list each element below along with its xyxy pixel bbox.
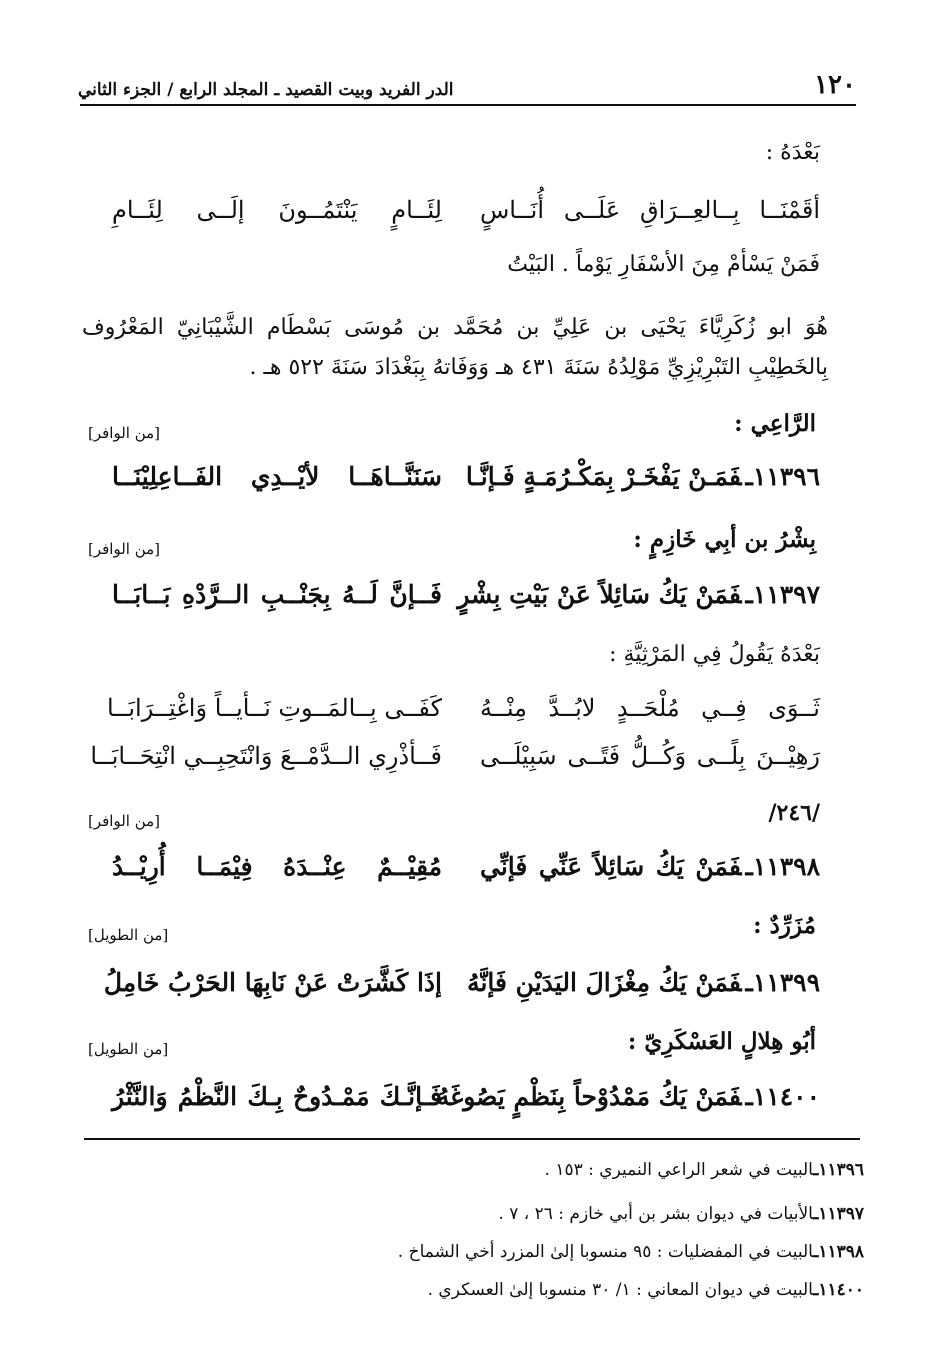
verse-second-hemistich: فَــإنَّ لَــهُ بِجَنْــبِ الــرَّدْهِ بَــابَــا xyxy=(112,580,442,609)
footnote xyxy=(428,1280,864,1300)
footnote-number: ١١٣٩٧ـ xyxy=(813,1204,864,1224)
verse-first-hemistich: أقَمْنَــا بِــالعِــرَاقِ عَلَــى أُنَــاسٍ xyxy=(480,196,820,224)
poet-name: مُزَرِّدٌ : xyxy=(753,912,816,939)
meter-label: [من الوافر] xyxy=(88,812,161,830)
numbered-verse xyxy=(112,1082,820,1126)
verse-first-hemistich xyxy=(480,852,820,881)
verse-second-hemistich: فَـإنَّـكَ مَمْـدُوحٌ بِـكَ النَّظْمُ وَالنَّثْرُ xyxy=(112,1082,442,1111)
poet-name: بِشْرُ بن أبِي خَازِمٍ : xyxy=(633,526,816,553)
intro-citation: فَمَنْ يَسْأمْ مِنَ الأسْفَارِ يَوْماً . البَيْتُ xyxy=(507,252,820,277)
verse-first-hemistich: رَهِيْــنَ بِلًــى وَكُــلُّ فَتًــى سَبِيْلَــى xyxy=(480,742,820,770)
hemistich-text: فَمَـنْ يَفْخَـرْ بِمَكْـرُمَـةٍ فَـإنَّـا xyxy=(465,462,742,491)
verse-second-hemistich: لِئَــامٍ يَنْتَمُــونَ إلَــى لِئَــامِ xyxy=(112,196,442,224)
verse-first-hemistich xyxy=(465,462,820,491)
verse-second-hemistich: إذَا كَشَّرَتْ عَنْ نَابِهَا الحَرْبُ خَامِلُ xyxy=(103,968,442,997)
hemistich-text: فَمَنْ يَكُ سَائِلاً عَنِّي فَإنِّي xyxy=(480,852,742,881)
verse-number: ١١٣٩٧ـ xyxy=(745,580,820,609)
verse-second-hemistich: مُقِيْــمٌ عِنْــدَهُ فِيْمَــا أُرِيْــدُ xyxy=(112,852,442,881)
hemistich-text: فَمَنْ يَكُ مِغْزَالَ اليَدَيْنِ فَإنَّهُ xyxy=(467,968,742,997)
footnote-text: البيت في شعر الراعي النميري : ١٥٣ . xyxy=(544,1160,814,1180)
page-number: ١٢٠ xyxy=(814,70,856,100)
footnote-number: ١١٣٩٦ـ xyxy=(813,1160,864,1180)
hemistich-text: فَمَنْ يَكُ سَائِلاً عَنْ بَيْتِ بِشْرٍ xyxy=(457,580,742,609)
running-title: الدر الفريد وبيت القصيد ـ المجلد الرابع / الجزء الثاني xyxy=(78,80,454,100)
biography-line: هُوَ ابو زُكَرِيَّاءَ يَحْيَى بن عَلِيِّ بن مُحَمَّد بن مُوسَى بَسْطَام الشَّيْبَانِيّ المَعْرُوف xyxy=(82,315,828,340)
numbered-verse xyxy=(112,580,820,624)
biography-paragraph xyxy=(82,308,828,388)
elegy-verse xyxy=(106,694,820,738)
verse-first-hemistich xyxy=(436,1082,820,1111)
verse-second-hemistich: كَفَــى بِــالمَــوتِ نَــأيــاً وَاغْتِــرَابَــا xyxy=(106,694,442,722)
intro-label: بَعْدَهُ : xyxy=(765,140,820,165)
biography-line: بِالخَطِيْبِ التَبْرِيْزِيِّ مَوْلِدُهُ سَنَةَ ٤٣١ هـ وَوَفَاتهُ بِبَغْدَادَ سَنَةَ ٥٢٢ هـ . xyxy=(249,355,828,380)
footnote xyxy=(498,1204,864,1224)
footnote-separator xyxy=(84,1138,860,1140)
running-header xyxy=(78,60,856,100)
verse-second-hemistich: فَــأذْرِي الــدَّمْــعَ وَانْتَحِبِــي انْتِحَــابَــا xyxy=(90,742,442,770)
poet-name: أبُو هِلالٍ العَسْكَرِيّ : xyxy=(627,1028,816,1055)
poet-name: الرَّاعِي : xyxy=(734,410,816,437)
continuation-label: بَعْدَهُ يَقُولُ فِي المَرْثِيَّةِ : xyxy=(609,642,820,667)
hemistich-text: فَمَنْ يَكُ مَمْدُوْحاً بِنَظْمٍ يَصُوغَهُ xyxy=(436,1082,742,1111)
verse-second-hemistich: سَنَنَّــاهَــا لأيْــدِي الفَــاعِلِيْنَــا xyxy=(112,462,442,491)
verse-first-hemistich: ثَــوَى فِــي مُلْحَــدٍ لابُــدَّ مِنْــهُ xyxy=(480,694,820,722)
meter-label: [من الوافر] xyxy=(88,540,161,558)
verse-first-hemistich xyxy=(457,580,820,609)
verse-number: ١١٣٩٦ـ xyxy=(745,462,820,491)
footnote-text: البيت في المفضليات : ٩٥ منسوبا إلىٰ المزرد أخي الشماخ . xyxy=(397,1242,814,1262)
meter-label: [من الوافر] xyxy=(88,424,161,442)
numbered-verse xyxy=(103,968,820,1012)
intro-verse xyxy=(112,196,820,240)
verse-number: ١١٣٩٩ـ xyxy=(745,968,820,997)
footnote-text: البيت في ديوان المعاني : ١/ ٣٠ منسوبا إلىٰ العسكري . xyxy=(427,1280,814,1300)
verse-number: ١١٤٠٠ـ xyxy=(745,1082,820,1111)
header-rule xyxy=(80,104,856,106)
verse-number: ١١٣٩٨ـ xyxy=(745,852,820,881)
footnote-number: ١١٤٠٠ـ xyxy=(813,1280,864,1300)
footnote xyxy=(545,1160,864,1180)
meter-label: [من الطويل] xyxy=(88,1040,169,1058)
numbered-verse xyxy=(112,852,820,896)
meter-label: [من الطويل] xyxy=(88,926,169,944)
verse-first-hemistich xyxy=(467,968,820,997)
footnote-text: الأبيات في ديوان بشر بن أبي خازم : ٢٦ ، ٧ . xyxy=(498,1204,814,1224)
elegy-verse xyxy=(90,742,820,786)
footnote-number: ١١٣٩٨ـ xyxy=(813,1242,864,1262)
page-reference: /٢٤٦/ xyxy=(768,800,820,826)
numbered-verse xyxy=(112,462,820,506)
footnote xyxy=(398,1242,864,1262)
